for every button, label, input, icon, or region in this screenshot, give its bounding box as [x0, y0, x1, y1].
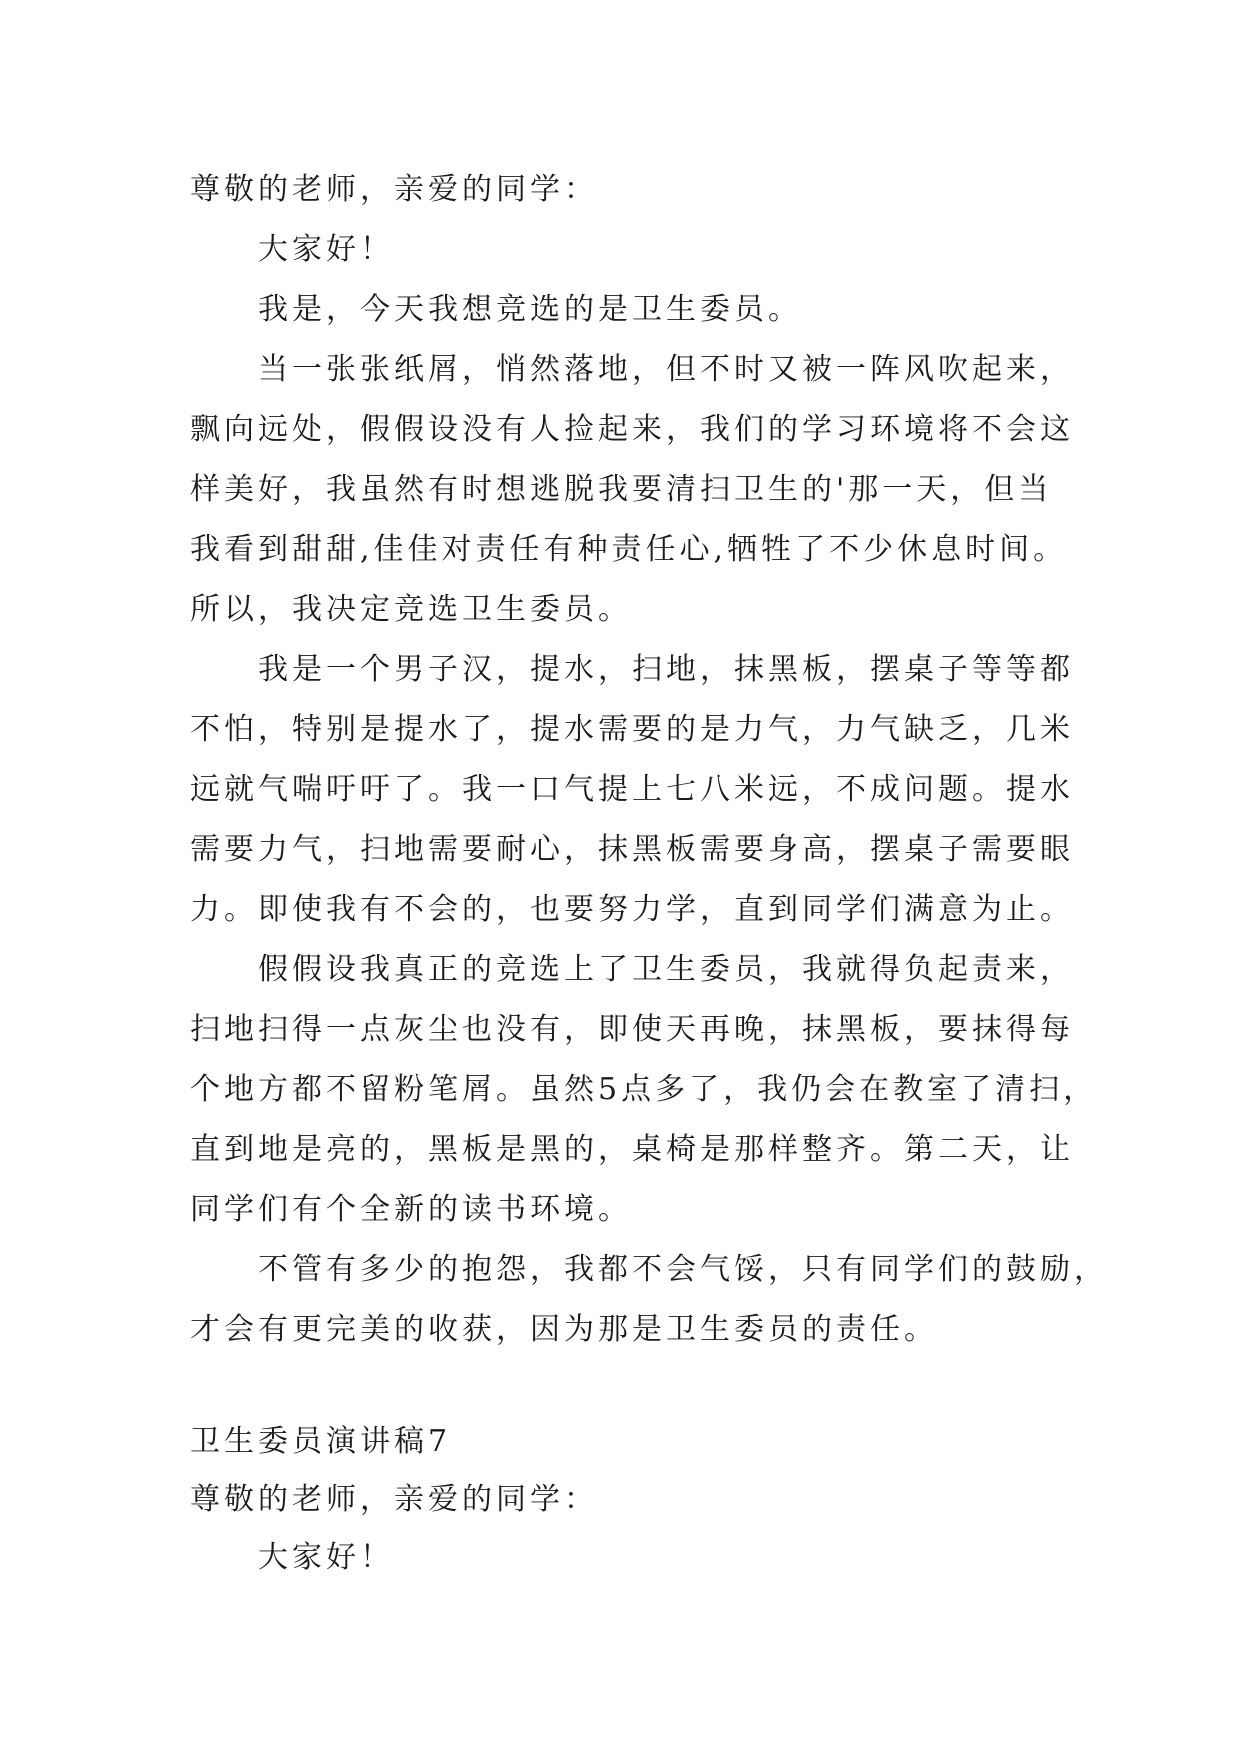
- paragraph-line: 当一张张纸屑，悄然落地，但不时又被一阵风吹起来，: [258, 352, 1074, 387]
- paragraph-line: 直到地是亮的，黑板是黑的，桌椅是那样整齐。第二天，让: [190, 1132, 1074, 1167]
- paragraph-line: 需要力气，扫地需要耐心，抹黑板需要身高，摆桌子需要眼: [190, 832, 1074, 867]
- paragraph-line: 个地方都不留粉笔屑。虽然5点多了，我仍会在教室了清扫，: [190, 1072, 1098, 1107]
- paragraph-line: 所以，我决定竞选卫生委员。: [190, 592, 632, 627]
- paragraph-line: 远就气喘吁吁了。我一口气提上七八米远，不成问题。提水: [190, 772, 1074, 807]
- paragraph-line: 样美好，我虽然有时想逃脱我要清扫卫生的'那一天，但当: [190, 472, 1053, 507]
- greeting: 大家好！: [258, 1540, 394, 1575]
- paragraph-line: 扫地扫得一点灰尘也没有，即使天再晚，抹黑板，要抹得每: [190, 1012, 1074, 1047]
- salutation: 尊敬的老师，亲爱的同学：: [190, 172, 598, 207]
- salutation: 尊敬的老师，亲爱的同学：: [190, 1482, 598, 1517]
- section-title: 卫生委员演讲稿7: [190, 1424, 452, 1459]
- paragraph-line: 我看到甜甜,佳佳对责任有种责任心,牺牲了不少休息时间。: [190, 532, 1068, 567]
- paragraph-line: 飘向远处，假假设没有人捡起来，我们的学习环境将不会这: [190, 412, 1074, 447]
- introduction: 我是，今天我想竞选的是卫生委员。: [258, 292, 802, 327]
- greeting: 大家好！: [258, 232, 394, 267]
- paragraph-line: 力。即使我有不会的，也要努力学，直到同学们满意为止。: [190, 892, 1074, 927]
- document-body: [190, 160, 1108, 1588]
- paragraph-line: 我是一个男子汉，提水，扫地，抹黑板，摆桌子等等都: [258, 652, 1074, 687]
- paragraph-line: 不怕，特别是提水了，提水需要的是力气，力气缺乏，几米: [190, 712, 1074, 747]
- paragraph-line: 不管有多少的抱怨，我都不会气馁，只有同学们的鼓励，: [258, 1252, 1108, 1287]
- paragraph-line: 同学们有个全新的读书环境。: [190, 1192, 632, 1227]
- paragraph-line: 才会有更完美的收获，因为那是卫生委员的责任。: [190, 1312, 938, 1347]
- paragraph-line: 假假设我真正的竞选上了卫生委员，我就得负起责来，: [258, 952, 1074, 987]
